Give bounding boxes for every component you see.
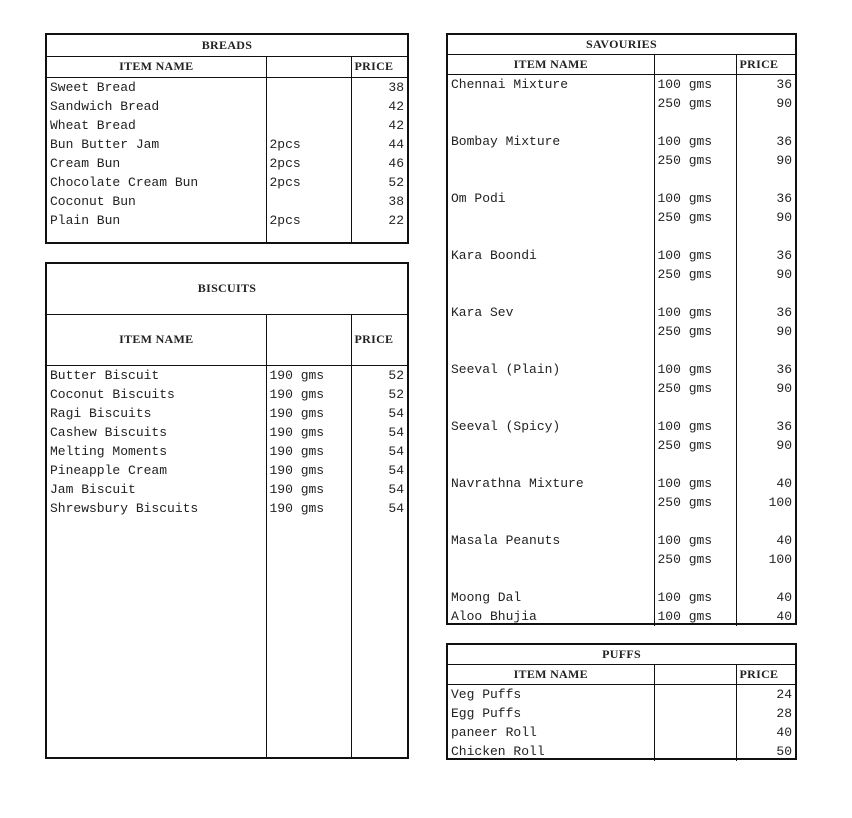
savouries-quantity-cell <box>654 341 736 360</box>
savouries-quantity-cell: 250 gms <box>654 151 736 170</box>
savouries-price-cell: 90 <box>776 267 793 282</box>
savouries-price-cell: 36 <box>776 134 793 149</box>
breads-item-name-cell: Wheat Bread <box>47 116 266 135</box>
biscuits-item-name-cell: Ragi Biscuits <box>47 404 266 423</box>
breads-price-cell: 46 <box>388 156 404 172</box>
biscuits-filler-cell <box>266 518 351 757</box>
savouries-item-name-cell <box>448 341 654 360</box>
breads-row <box>47 192 407 211</box>
breads-title: BREADS <box>47 35 407 56</box>
savouries-price-cell: 36 <box>776 419 793 434</box>
savouries-header-item-name: ITEM NAME <box>448 55 654 75</box>
puffs-price-cell: 28 <box>776 706 793 721</box>
biscuits-row <box>47 365 407 385</box>
puffs-quantity-cell <box>654 723 736 742</box>
savouries-item-name-cell: Bombay Mixture <box>448 132 654 151</box>
breads-quantity-cell <box>266 192 351 211</box>
savouries-row <box>448 417 795 436</box>
savouries-quantity-cell <box>654 455 736 474</box>
savouries-item-name-cell: Kara Boondi <box>448 246 654 265</box>
savouries-row <box>448 265 795 284</box>
savouries-quantity-cell: 100 gms <box>654 189 736 208</box>
savouries-row <box>448 246 795 265</box>
breads-item-name-cell: Sandwich Bread <box>47 97 266 116</box>
biscuits-table <box>45 262 409 759</box>
savouries-row <box>448 322 795 341</box>
breads-quantity-cell: 2pcs <box>266 211 351 230</box>
savouries-price-cell <box>736 398 795 417</box>
savouries-item-name-cell <box>448 512 654 531</box>
puffs-title: PUFFS <box>448 645 795 665</box>
savouries-row <box>448 531 795 550</box>
savouries-row <box>448 94 795 113</box>
savouries-quantity-cell: 100 gms <box>654 531 736 550</box>
breads-quantity-cell: 2pcs <box>266 173 351 192</box>
biscuits-quantity-cell: 190 gms <box>266 461 351 480</box>
biscuits-item-name-cell: Cashew Biscuits <box>47 423 266 442</box>
savouries-quantity-cell: 100 gms <box>654 417 736 436</box>
savouries-row <box>448 493 795 512</box>
savouries-header-price: PRICE <box>736 55 795 75</box>
biscuits-quantity-cell: 190 gms <box>266 442 351 461</box>
savouries-item-name-cell <box>448 398 654 417</box>
savouries-table <box>446 33 797 625</box>
biscuits-quantity-cell: 190 gms <box>266 404 351 423</box>
breads-row <box>47 173 407 192</box>
breads-grid <box>47 35 407 242</box>
puffs-item-name-cell: Veg Puffs <box>448 685 654 705</box>
savouries-price-cell <box>736 341 795 360</box>
breads-item-name-cell: Sweet Bread <box>47 78 266 98</box>
breads-body <box>47 78 407 242</box>
savouries-row <box>448 284 795 303</box>
puffs-row <box>448 723 795 742</box>
savouries-item-name-cell <box>448 322 654 341</box>
savouries-price-cell: 40 <box>776 609 793 624</box>
savouries-quantity-cell: 100 gms <box>654 303 736 322</box>
puffs-price-cell: 50 <box>776 744 793 759</box>
savouries-quantity-cell <box>654 398 736 417</box>
savouries-quantity-cell: 100 gms <box>654 474 736 493</box>
biscuits-quantity-cell: 190 gms <box>266 365 351 385</box>
savouries-quantity-cell: 250 gms <box>654 436 736 455</box>
biscuits-price-cell: 54 <box>388 481 405 497</box>
biscuits-row <box>47 480 407 499</box>
savouries-quantity-cell: 250 gms <box>654 94 736 113</box>
breads-header-price: PRICE <box>351 56 407 78</box>
savouries-quantity-cell: 100 gms <box>654 75 736 95</box>
biscuits-price-cell: 54 <box>388 443 405 459</box>
savouries-price-cell <box>736 569 795 588</box>
savouries-row <box>448 607 795 626</box>
savouries-quantity-cell: 100 gms <box>654 607 736 626</box>
savouries-price-cell: 100 <box>768 552 793 567</box>
puffs-body <box>448 685 795 762</box>
savouries-item-name-cell: Navrathna Mixture <box>448 474 654 493</box>
puffs-quantity-cell <box>654 704 736 723</box>
breads-filler-cell <box>266 230 351 242</box>
biscuits-quantity-cell: 190 gms <box>266 423 351 442</box>
biscuits-quantity-cell: 190 gms <box>266 480 351 499</box>
breads-item-name-cell: Bun Butter Jam <box>47 135 266 154</box>
savouries-price-cell <box>736 512 795 531</box>
savouries-price-cell: 40 <box>776 533 793 548</box>
puffs-row <box>448 742 795 761</box>
savouries-row <box>448 303 795 322</box>
biscuits-price-cell: 54 <box>388 424 405 440</box>
savouries-item-name-cell <box>448 113 654 132</box>
savouries-quantity-cell: 250 gms <box>654 379 736 398</box>
savouries-item-name-cell <box>448 493 654 512</box>
biscuits-item-name-cell: Pineapple Cream <box>47 461 266 480</box>
savouries-item-name-cell <box>448 455 654 474</box>
savouries-price-cell <box>736 284 795 303</box>
puffs-table <box>446 643 797 760</box>
savouries-row <box>448 208 795 227</box>
savouries-row <box>448 75 795 95</box>
breads-price-cell: 42 <box>388 99 404 115</box>
savouries-quantity-cell: 100 gms <box>654 246 736 265</box>
breads-price-cell: 22 <box>388 213 404 229</box>
savouries-quantity-cell: 100 gms <box>654 360 736 379</box>
savouries-price-cell: 90 <box>776 210 793 225</box>
savouries-item-name-cell: Kara Sev <box>448 303 654 322</box>
savouries-quantity-cell <box>654 113 736 132</box>
savouries-item-name-cell <box>448 569 654 588</box>
savouries-header-qty <box>654 55 736 75</box>
savouries-row <box>448 113 795 132</box>
breads-price-cell: 38 <box>388 80 404 96</box>
biscuits-item-name-cell: Shrewsbury Biscuits <box>47 499 266 518</box>
savouries-price-cell: 90 <box>776 96 793 111</box>
puffs-quantity-cell <box>654 742 736 761</box>
savouries-item-name-cell: Aloo Bhujia <box>448 607 654 626</box>
breads-item-name-cell: Chocolate Cream Bun <box>47 173 266 192</box>
biscuits-row <box>47 423 407 442</box>
biscuits-price-cell: 54 <box>388 405 405 421</box>
savouries-quantity-cell: 250 gms <box>654 265 736 284</box>
savouries-item-name-cell: Chennai Mixture <box>448 75 654 95</box>
savouries-row <box>448 588 795 607</box>
savouries-row <box>448 170 795 189</box>
biscuits-price-cell: 54 <box>388 500 405 516</box>
biscuits-body <box>47 365 407 757</box>
biscuits-header-item-name: ITEM NAME <box>47 314 266 365</box>
savouries-price-cell: 36 <box>776 305 793 320</box>
savouries-quantity-cell: 100 gms <box>654 132 736 151</box>
savouries-price-cell <box>736 113 795 132</box>
breads-row <box>47 97 407 116</box>
savouries-item-name-cell <box>448 151 654 170</box>
savouries-item-name-cell: Masala Peanuts <box>448 531 654 550</box>
savouries-quantity-cell: 250 gms <box>654 322 736 341</box>
breads-quantity-cell <box>266 78 351 98</box>
breads-price-cell: 52 <box>388 175 404 191</box>
breads-row <box>47 135 407 154</box>
breads-quantity-cell: 2pcs <box>266 135 351 154</box>
puffs-price-cell: 40 <box>776 725 793 740</box>
savouries-price-cell: 36 <box>776 248 793 263</box>
biscuits-price-cell: 52 <box>388 367 405 383</box>
breads-quantity-cell: 2pcs <box>266 154 351 173</box>
biscuits-title: BISCUITS <box>47 264 407 314</box>
savouries-row <box>448 227 795 246</box>
biscuits-row <box>47 404 407 423</box>
biscuits-quantity-cell: 190 gms <box>266 499 351 518</box>
puffs-quantity-cell <box>654 685 736 705</box>
breads-row <box>47 211 407 230</box>
savouries-row <box>448 436 795 455</box>
savouries-row <box>448 379 795 398</box>
breads-price-cell: 38 <box>388 194 404 210</box>
savouries-row <box>448 341 795 360</box>
biscuits-grid <box>47 264 407 757</box>
puffs-header-price: PRICE <box>736 665 795 685</box>
savouries-item-name-cell <box>448 284 654 303</box>
breads-filler-row <box>47 230 407 242</box>
savouries-item-name-cell: Moong Dal <box>448 588 654 607</box>
breads-row <box>47 116 407 135</box>
savouries-quantity-cell <box>654 512 736 531</box>
savouries-item-name-cell <box>448 265 654 284</box>
biscuits-item-name-cell: Jam Biscuit <box>47 480 266 499</box>
savouries-row <box>448 455 795 474</box>
savouries-price-cell: 90 <box>776 438 793 453</box>
breads-header-item-name: ITEM NAME <box>47 56 266 78</box>
savouries-row <box>448 550 795 569</box>
savouries-quantity-cell: 100 gms <box>654 588 736 607</box>
savouries-row <box>448 398 795 417</box>
breads-quantity-cell <box>266 116 351 135</box>
puffs-item-name-cell: Chicken Roll <box>448 742 654 761</box>
breads-row <box>47 78 407 98</box>
savouries-body <box>448 75 795 627</box>
savouries-item-name-cell <box>448 170 654 189</box>
biscuits-row <box>47 499 407 518</box>
savouries-price-cell <box>736 170 795 189</box>
savouries-item-name-cell <box>448 94 654 113</box>
savouries-quantity-cell <box>654 284 736 303</box>
breads-price-cell: 44 <box>388 137 404 153</box>
savouries-quantity-cell <box>654 170 736 189</box>
savouries-title: SAVOURIES <box>448 35 795 55</box>
savouries-price-cell <box>736 227 795 246</box>
savouries-item-name-cell <box>448 550 654 569</box>
puffs-header-item-name: ITEM NAME <box>448 665 654 685</box>
savouries-quantity-cell: 250 gms <box>654 208 736 227</box>
biscuits-row <box>47 385 407 404</box>
breads-row <box>47 154 407 173</box>
savouries-quantity-cell <box>654 227 736 246</box>
savouries-row <box>448 512 795 531</box>
savouries-price-cell: 90 <box>776 153 793 168</box>
savouries-row <box>448 151 795 170</box>
savouries-item-name-cell: Seeval (Spicy) <box>448 417 654 436</box>
puffs-row <box>448 685 795 705</box>
biscuits-item-name-cell: Melting Moments <box>47 442 266 461</box>
savouries-price-cell <box>736 455 795 474</box>
savouries-item-name-cell <box>448 227 654 246</box>
biscuits-filler-cell <box>351 518 407 757</box>
savouries-price-cell: 36 <box>776 362 793 377</box>
savouries-price-cell: 36 <box>776 77 793 92</box>
breads-item-name-cell: Cream Bun <box>47 154 266 173</box>
puffs-item-name-cell: paneer Roll <box>448 723 654 742</box>
savouries-price-cell: 40 <box>776 476 793 491</box>
savouries-price-cell: 90 <box>776 381 793 396</box>
savouries-item-name-cell <box>448 208 654 227</box>
savouries-row <box>448 474 795 493</box>
puffs-item-name-cell: Egg Puffs <box>448 704 654 723</box>
savouries-quantity-cell <box>654 569 736 588</box>
biscuits-price-cell: 54 <box>388 462 405 478</box>
breads-price-cell: 42 <box>388 118 404 134</box>
savouries-item-name-cell: Om Podi <box>448 189 654 208</box>
biscuits-price-cell: 52 <box>388 386 405 402</box>
savouries-item-name-cell <box>448 379 654 398</box>
savouries-price-cell: 100 <box>768 495 793 510</box>
breads-table <box>45 33 409 244</box>
savouries-row <box>448 189 795 208</box>
biscuits-row <box>47 461 407 480</box>
biscuits-item-name-cell: Coconut Biscuits <box>47 385 266 404</box>
breads-quantity-cell <box>266 97 351 116</box>
puffs-price-cell: 24 <box>776 687 793 702</box>
savouries-row <box>448 360 795 379</box>
biscuits-filler-cell <box>47 518 266 757</box>
biscuits-header-price: PRICE <box>351 314 407 365</box>
biscuits-filler-row <box>47 518 407 757</box>
puffs-row <box>448 704 795 723</box>
savouries-grid <box>448 35 795 626</box>
savouries-price-cell: 90 <box>776 324 793 339</box>
savouries-quantity-cell: 250 gms <box>654 493 736 512</box>
savouries-row <box>448 569 795 588</box>
breads-item-name-cell: Plain Bun <box>47 211 266 230</box>
savouries-price-cell: 40 <box>776 590 793 605</box>
biscuits-quantity-cell: 190 gms <box>266 385 351 404</box>
biscuits-header-qty <box>266 314 351 365</box>
puffs-header-qty <box>654 665 736 685</box>
savouries-row <box>448 132 795 151</box>
savouries-price-cell: 36 <box>776 191 793 206</box>
breads-header-qty <box>266 56 351 78</box>
breads-item-name-cell: Coconut Bun <box>47 192 266 211</box>
biscuits-row <box>47 442 407 461</box>
biscuits-item-name-cell: Butter Biscuit <box>47 365 266 385</box>
savouries-item-name-cell <box>448 436 654 455</box>
puffs-grid <box>448 645 795 761</box>
savouries-quantity-cell: 250 gms <box>654 550 736 569</box>
savouries-item-name-cell: Seeval (Plain) <box>448 360 654 379</box>
breads-filler-cell <box>351 230 407 242</box>
breads-filler-cell <box>47 230 266 242</box>
